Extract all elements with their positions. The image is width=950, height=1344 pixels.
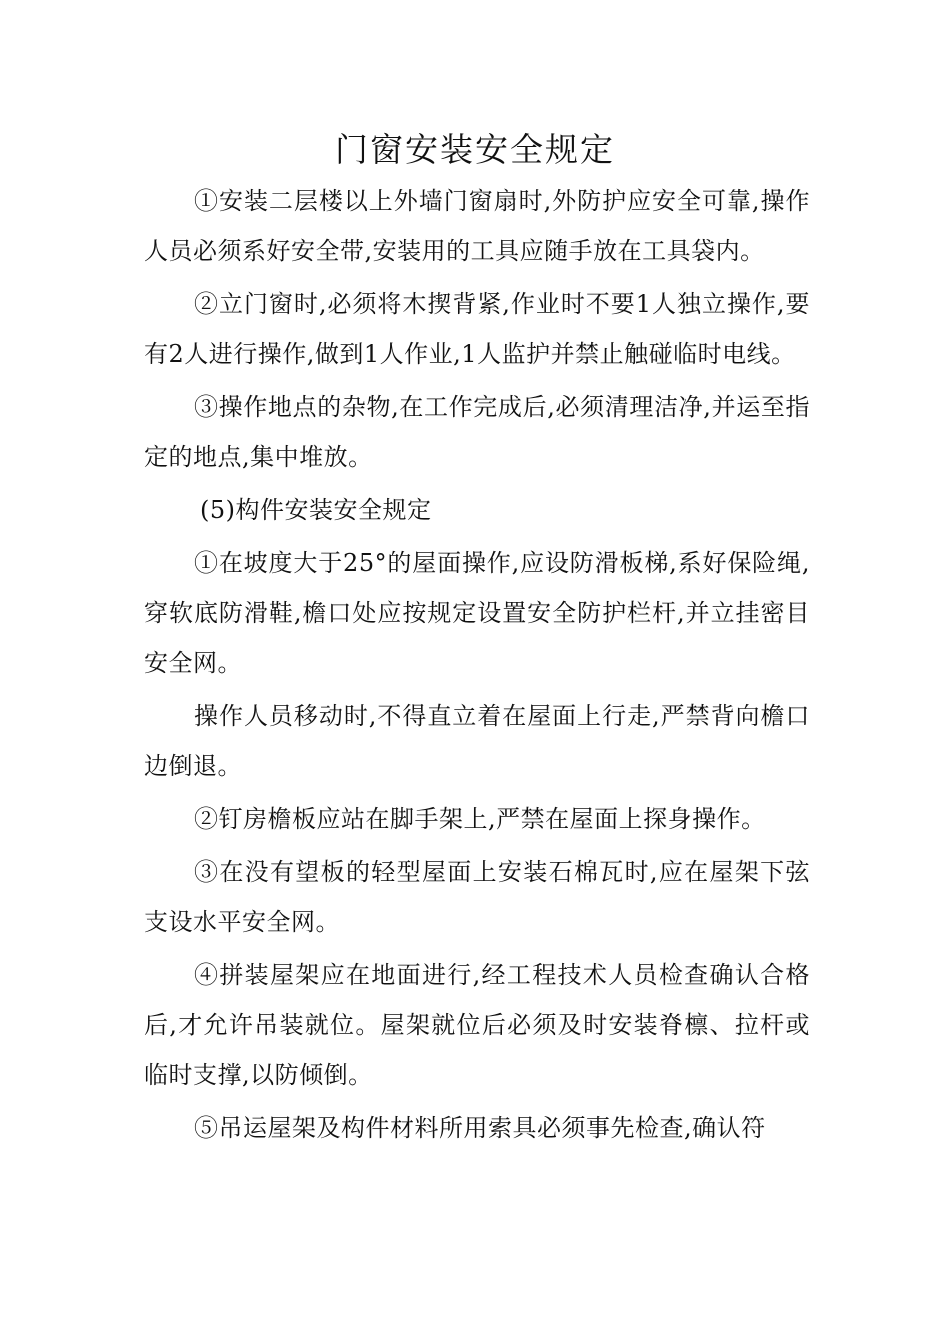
paragraph-9: ⑤吊运屋架及构件材料所用索具必须事先检查,确认符 (194, 1114, 766, 1142)
paragraph-2: ②立门窗时,必须将木揳背紧,作业时不要1人独立操作,要有2人进行操作,做到1人作业,1人监护并禁止触碰临时电线。 (144, 290, 810, 368)
section-heading: (5)构件安装安全规定 (200, 496, 432, 524)
document-body (144, 176, 810, 1156)
paragraph-7: ③在没有望板的轻型屋面上安装石棉瓦时,应在屋架下弦支设水平安全网。 (144, 858, 810, 936)
paragraph-6: ②钉房檐板应站在脚手架上,严禁在屋面上探身操作。 (194, 805, 766, 833)
paragraph-5: 操作人员移动时,不得直立着在屋面上行走,严禁背向檐口边倒退。 (144, 702, 810, 780)
document-title: 门窗安装安全规定 (335, 130, 615, 169)
paragraph-3: ③操作地点的杂物,在工作完成后,必须清理洁净,并运至指定的地点,集中堆放。 (144, 393, 810, 471)
paragraph-4: ①在坡度大于25°的屋面操作,应设防滑板梯,系好保险绳,穿软底防滑鞋,檐口处应按规定设置安全防护栏杆,并立挂密目安全网。 (144, 549, 810, 677)
paragraph-1: ①安装二层楼以上外墙门窗扇时,外防护应安全可靠,操作人员必须系好安全带,安装用的工具应随手放在工具袋内。 (144, 187, 810, 265)
paragraph-8: ④拼装屋架应在地面进行,经工程技术人员检查确认合格后,才允许吊装就位。屋架就位后必须及时安装脊檩、拉杆或临时支撑,以防倾倒。 (144, 961, 810, 1089)
